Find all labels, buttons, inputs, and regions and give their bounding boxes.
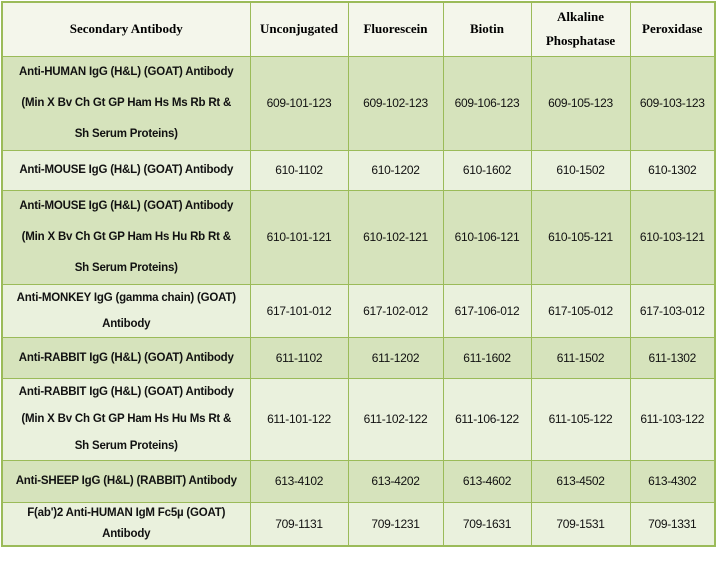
table-row [2,150,715,190]
antibody-name-line: (Min X Bv Ch Gt GP Ham Hs Hu Rb Rt & [21,230,231,243]
catalog-number-cell: 611-1202 [348,337,443,378]
table-row [2,337,715,378]
catalog-number-cell: 709-1331 [630,502,715,546]
catalog-number-cell: 611-106-122 [443,378,531,460]
antibody-name-line: Sh Serum Proteins) [74,127,178,140]
antibody-name-line: Antibody [102,317,151,330]
antibody-name-cell [2,460,250,502]
catalog-number-cell: 709-1231 [348,502,443,546]
antibody-name-line: (Min X Bv Ch Gt GP Ham Hs Hu Ms Rt & [21,412,232,425]
catalog-number-cell: 617-103-012 [630,284,715,337]
catalog-number-cell: 609-103-123 [630,56,715,150]
catalog-number-cell: 610-105-121 [531,190,630,284]
catalog-number-cell: 611-101-122 [250,378,348,460]
antibody-name-line: Anti-MOUSE IgG (H&L) (GOAT) Antibody [19,164,234,176]
antibody-name-cell [2,150,250,190]
catalog-number-cell: 613-4502 [531,460,630,502]
catalog-number-cell: 617-106-012 [443,284,531,337]
antibody-name-cell [2,284,250,337]
catalog-number-cell: 709-1531 [531,502,630,546]
table-row [2,502,715,546]
col-header-alkaline-phosphatase: Alkaline Phosphatase [531,2,630,56]
catalog-number-cell: 613-4102 [250,460,348,502]
catalog-number-cell: 610-1302 [630,150,715,190]
secondary-antibody-table [1,1,716,547]
catalog-number-cell: 610-106-121 [443,190,531,284]
catalog-number-cell: 611-1602 [443,337,531,378]
antibody-name-line: (Min X Bv Ch Gt GP Ham Hs Ms Rb Rt & [21,96,232,109]
antibody-name-line: Anti-RABBIT IgG (H&L) (GOAT) Antibody [18,351,234,364]
catalog-number-cell: 611-1502 [531,337,630,378]
catalog-number-cell: 617-105-012 [531,284,630,337]
table-row [2,284,715,337]
header-row [2,2,715,56]
catalog-number-cell: 609-106-123 [443,56,531,150]
catalog-number-cell: 610-102-121 [348,190,443,284]
catalog-number-cell: 609-101-123 [250,56,348,150]
catalog-number-cell: 610-1202 [348,150,443,190]
antibody-name-line: Sh Serum Proteins) [74,439,178,452]
catalog-number-cell: 610-1102 [250,150,348,190]
catalog-number-cell: 611-1102 [250,337,348,378]
catalog-number-cell: 611-103-122 [630,378,715,460]
col-header-unconjugated: Unconjugated [250,2,348,56]
catalog-number-cell: 611-1302 [630,337,715,378]
antibody-name-line: Anti-MONKEY IgG (gamma chain) (GOAT) [16,291,236,304]
antibody-name-cell [2,502,250,546]
antibody-name-cell [2,190,250,284]
catalog-number-cell: 610-103-121 [630,190,715,284]
antibody-name-line: F(ab')2 Anti-HUMAN IgM Fc5µ (GOAT) [27,506,226,519]
catalog-number-cell: 610-101-121 [250,190,348,284]
catalog-number-cell: 617-101-012 [250,284,348,337]
antibody-name-line: Antibody [102,527,151,540]
antibody-name-cell [2,337,250,378]
catalog-number-cell: 611-105-122 [531,378,630,460]
catalog-number-cell: 609-105-123 [531,56,630,150]
col-header-secondary-antibody: Secondary Antibody [2,2,250,56]
col-header-fluorescein: Fluorescein [348,2,443,56]
catalog-number-cell: 613-4302 [630,460,715,502]
antibody-name-cell [2,378,250,460]
table-row [2,56,715,150]
catalog-number-cell: 609-102-123 [348,56,443,150]
catalog-number-cell: 611-102-122 [348,378,443,460]
catalog-number-cell: 610-1502 [531,150,630,190]
table-row [2,378,715,460]
table-row [2,460,715,502]
antibody-name-line: Sh Serum Proteins) [74,261,178,274]
table-row [2,190,715,284]
catalog-number-cell: 709-1631 [443,502,531,546]
antibody-name-cell [2,56,250,150]
antibody-name-line: Anti-SHEEP IgG (H&L) (RABBIT) Antibody [15,475,237,487]
catalog-number-cell: 613-4602 [443,460,531,502]
col-header-peroxidase: Peroxidase [630,2,715,56]
antibody-name-line: Anti-MOUSE IgG (H&L) (GOAT) Antibody [19,199,234,212]
antibody-name-line: Anti-HUMAN IgG (H&L) (GOAT) Antibody [19,65,234,78]
catalog-number-cell: 709-1131 [250,502,348,546]
catalog-number-cell: 617-102-012 [348,284,443,337]
catalog-number-cell: 613-4202 [348,460,443,502]
catalog-number-cell: 610-1602 [443,150,531,190]
col-header-biotin: Biotin [443,2,531,56]
antibody-name-line: Anti-RABBIT IgG (H&L) (GOAT) Antibody [18,385,234,398]
